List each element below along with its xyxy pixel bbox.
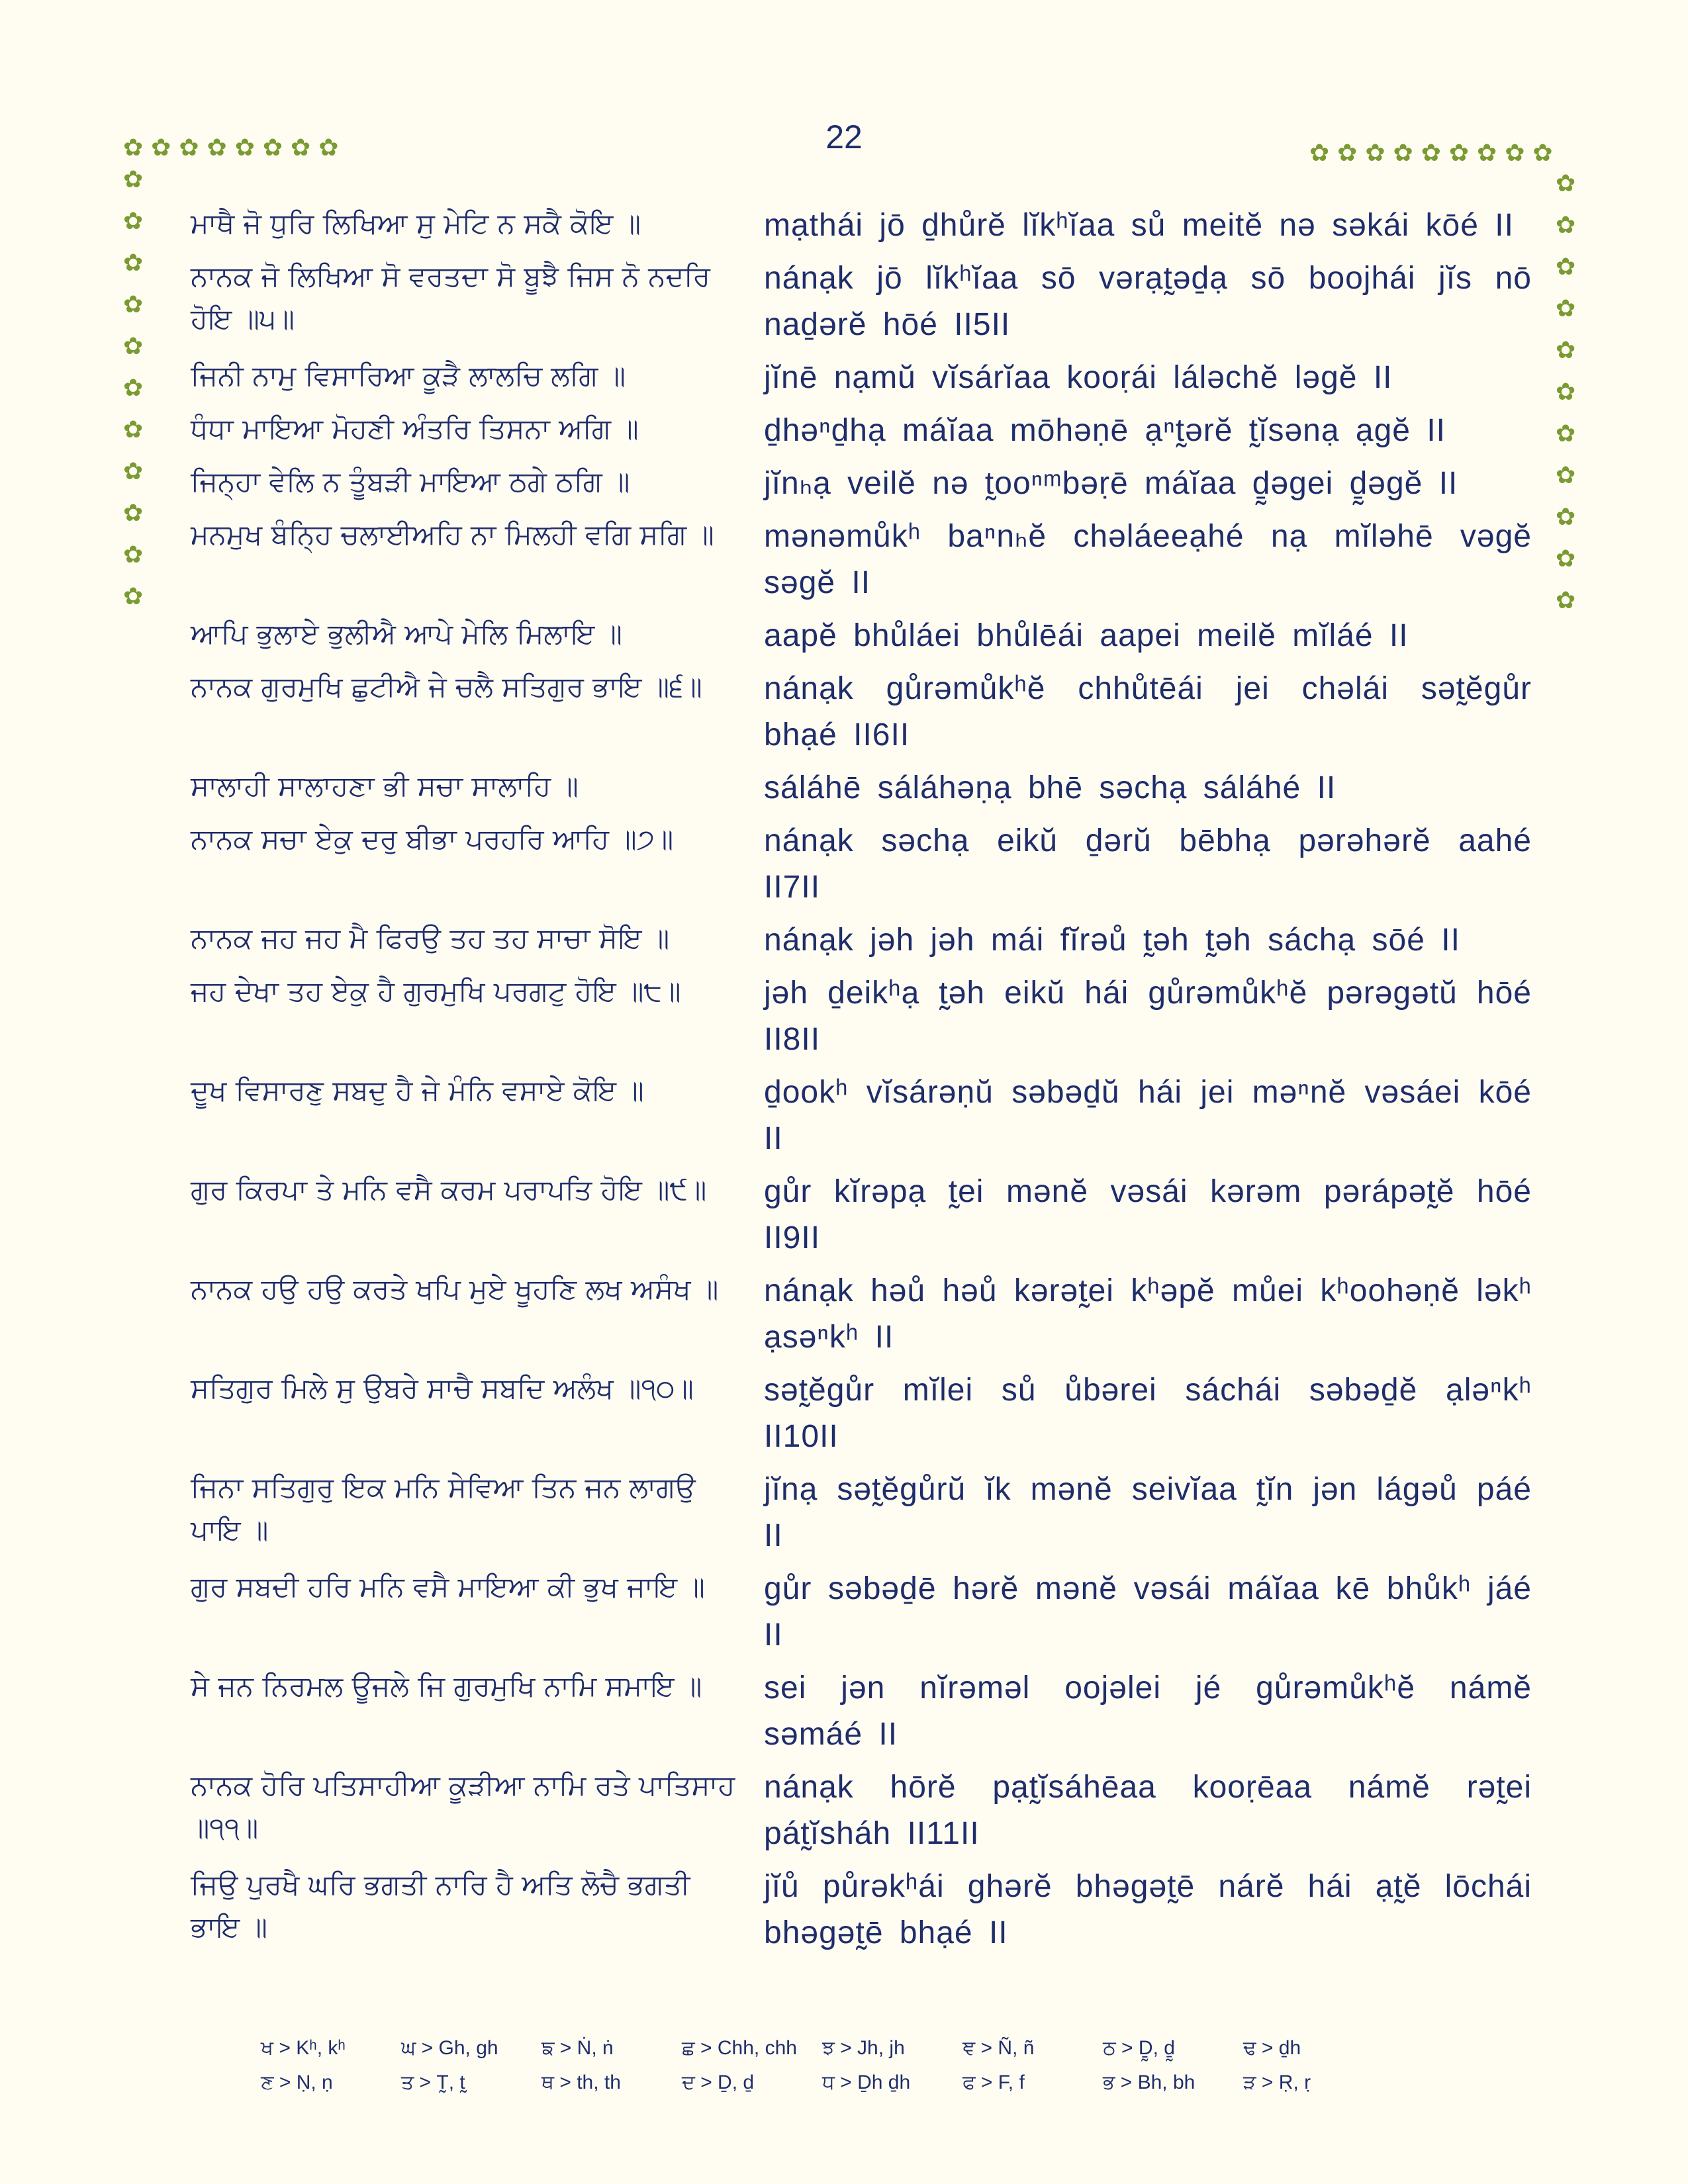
transliteration-text: sət̰ĕgůr mĭlei sů ůbərei sáchái səbəḏĕ ạləⁿkʰ II10II xyxy=(764,1373,1532,1454)
gurmukhi-text: ਗੁਰ ਕਿਰਪਾ ਤੇ ਮਨਿ ਵਸੈ ਕਰਮ ਪਰਾਪਤਿ ਹੋਇ ॥੯॥ xyxy=(191,1173,707,1206)
verse-list xyxy=(191,203,1534,1963)
flower-ornament-icon: ✿ xyxy=(262,134,283,161)
verse-row xyxy=(191,255,1534,348)
transliteration-text: sei jən nĭrəməl oojəlei jé gůrəmůkʰĕ námĕ səmáé II xyxy=(764,1670,1532,1752)
flower-ornament-icon: ✿ xyxy=(1505,140,1525,167)
verse-row xyxy=(191,1268,1534,1361)
verse-row xyxy=(191,1367,1534,1460)
legend-row xyxy=(261,2037,1452,2071)
flower-ornament-icon: ✿ xyxy=(123,208,144,235)
legend-item: ਛ > Chh, chh xyxy=(682,2037,797,2059)
transliteration-text: nánạk gůrəmůkʰĕ chhůtēái jei chəlái sət̰ĕgůr bhạé II6II xyxy=(764,671,1532,752)
transliteration-text: gůr səbəḏē hərĕ mənĕ vəsái máĭaa kē bhůkʰ jáé II xyxy=(764,1571,1532,1653)
verse-row xyxy=(191,765,1534,811)
flower-ornament-icon: ✿ xyxy=(123,541,144,569)
border-left-ornaments xyxy=(123,168,143,627)
legend-item: ਢ > ḏh xyxy=(1243,2037,1301,2059)
flower-ornament-icon: ✿ xyxy=(1421,140,1441,167)
page-number: 22 xyxy=(825,118,863,156)
gurmukhi-text: ਸਾਲਾਹੀ ਸਾਲਾਹਣਾ ਭੀ ਸਚਾ ਸਾਲਾਹਿ ॥ xyxy=(191,770,579,802)
legend-item: ਦ > Ḏ, ḏ xyxy=(682,2071,755,2093)
transliteration-text: mənəmůkʰ baⁿnₕĕ chəláeeạhé nạ mĭləhē vəgĕ səgĕ II xyxy=(764,519,1532,600)
gurmukhi-text: ਆਪਿ ਭੁਲਾਏ ਭੁਲੀਐ ਆਪੇ ਮੇਲਿ ਮਿਲਾਇ ॥ xyxy=(191,617,622,650)
legend-item: ਝ > Jh, jh xyxy=(822,2037,905,2059)
verse-row xyxy=(191,613,1534,659)
verse-row xyxy=(191,1665,1534,1758)
flower-ornament-icon: ✿ xyxy=(1556,504,1576,531)
flower-ornament-icon: ✿ xyxy=(123,166,144,193)
verse-row xyxy=(191,203,1534,249)
verse-row xyxy=(191,1764,1534,1857)
gurmukhi-text: ਨਾਨਕ ਜਹ ਜਹ ਮੈ ਫਿਰਉ ਤਹ ਤਹ ਸਾਚਾ ਸੋਇ ॥ xyxy=(191,922,670,954)
flower-ornament-icon: ✿ xyxy=(179,134,199,161)
gurmukhi-text: ਸਤਿਗੁਰ ਮਿਲੇ ਸੁ ਉਬਰੇ ਸਾਚੈ ਸਬਦਿ ਅਲੰਖ ॥੧੦॥ xyxy=(191,1372,694,1404)
legend-item: ਭ > Bh, bh xyxy=(1103,2071,1196,2093)
flower-ornament-icon: ✿ xyxy=(1556,337,1576,364)
verse-row xyxy=(191,514,1534,606)
transliteration-text: jĭnē nạmŭ vĭsárĭaa kooṛái láləchĕ ləgĕ II xyxy=(764,360,1393,395)
legend-item: ਘ > Gh, gh xyxy=(401,2037,498,2059)
gurmukhi-text: ਜਿਨੀ ਨਾਮੁ ਵਿਸਾਰਿਆ ਕੂੜੈ ਲਾਲਚਿ ਲਗਿ ॥ xyxy=(191,359,626,392)
border-top-right-ornaments xyxy=(1309,142,1561,165)
flower-ornament-icon: ✿ xyxy=(123,333,144,360)
flower-ornament-icon: ✿ xyxy=(1556,212,1576,239)
flower-ornament-icon: ✿ xyxy=(1309,140,1330,167)
verse-row xyxy=(191,461,1534,507)
transliteration-text: jəh ḏeikʰạ t̰əh eikŭ hái gůrəmůkʰĕ pərəgətŭ hōé II8II xyxy=(764,976,1532,1057)
flower-ornament-icon: ✿ xyxy=(1556,379,1576,406)
flower-ornament-icon: ✿ xyxy=(1448,140,1470,167)
flower-ornament-icon: ✿ xyxy=(1556,253,1576,281)
legend-item: ਤ > T̰, t̰ xyxy=(401,2071,465,2093)
transliteration-text: nánạk həů həů kərət̰ei kʰəpĕ můei kʰoohəṇĕ ləkʰ ạsəⁿkʰ II xyxy=(764,1273,1532,1355)
flower-ornament-icon: ✿ xyxy=(123,583,144,610)
flower-ornament-icon: ✿ xyxy=(151,134,171,161)
flower-ornament-icon: ✿ xyxy=(1556,462,1576,489)
transliteration-text: aapĕ bhůláei bhůlēái aapei meilĕ mĭláé II xyxy=(764,618,1409,653)
transliteration-text: jĭnạ sət̰ĕgůrŭ ĭk mənĕ seivĭaa t̰ĭn jən lágəů páé II xyxy=(764,1472,1532,1553)
legend-item: ੜ > Ṛ, ṛ xyxy=(1243,2071,1311,2093)
border-right-ornaments xyxy=(1556,172,1575,631)
flower-ornament-icon: ✿ xyxy=(1556,420,1576,447)
flower-ornament-icon: ✿ xyxy=(123,291,144,318)
gurmukhi-text: ਨਾਨਕ ਹਉ ਹਉ ਕਰਤੇ ਖਪਿ ਮੁਏ ਖੂਹਣਿ ਲਖ ਅਸੰਖ ॥ xyxy=(191,1273,719,1305)
transliteration-text: nánạk jəh jəh mái fĭrəů t̰əh t̰əh sáchạ sōé II xyxy=(764,923,1460,958)
legend-item: ਖ > Kʰ, kʰ xyxy=(261,2037,346,2059)
gurmukhi-text: ਨਾਨਕ ਸਚਾ ਏਕੁ ਦਰੁ ਬੀਭਾ ਪਰਹਰਿ ਆਹਿ ॥੭॥ xyxy=(191,823,674,855)
gurmukhi-text: ਜਿਉ ਪੁਰਖੈ ਘਰਿ ਭਗਤੀ ਨਾਰਿ ਹੈ ਅਤਿ ਲੋਚੈ ਭਗਤੀ ਭਾਇ ॥ xyxy=(191,1868,690,1943)
gurmukhi-text: ਜਿਨਾ ਸਤਿਗੁਰੁ ਇਕ ਮਨਿ ਸੇਵਿਆ ਤਿਨ ਜਨ ਲਾਗਉ ਪਾਇ ॥ xyxy=(191,1471,696,1546)
transliteration-text: jĭů půrəkʰái ghərĕ bhəgət̰ē nárĕ hái ạt̰ĕ lōchái bhəgət̰ē bhạé II xyxy=(764,1869,1532,1950)
transliteration-text: gůr kĭrəpạ t̰ei mənĕ vəsái kərəm pərápət̰ĕ hōé II9II xyxy=(764,1174,1532,1255)
gurmukhi-text: ਨਾਨਕ ਜੋ ਲਿਖਿਆ ਸੋ ਵਰਤਦਾ ਸੋ ਬੂਝੈ ਜਿਸ ਨੋ ਨਦਰਿ ਹੋਇ ॥੫॥ xyxy=(191,260,710,335)
gurmukhi-text: ਮਨਮੁਖ ਬੰਨ੍ਹਿ ਚਲਾਈਅਹਿ ਨਾ ਮਿਲਹੀ ਵਗਿ ਸਗਿ ॥ xyxy=(191,518,714,551)
legend-item: ਠ > Ḏ̰, ḏ̰ xyxy=(1103,2037,1175,2059)
transliteration-text: ḏhəⁿḏhạ máĭaa mōhəṇē ạⁿt̰ərĕ t̰ĭsənạ ạgĕ II xyxy=(764,413,1446,448)
flower-ornament-icon: ✿ xyxy=(123,134,144,161)
legend-item: ਫ > F, f xyxy=(962,2071,1025,2093)
gurmukhi-text: ਮਾਥੈ ਜੋ ਧੁਰਿ ਲਿਖਿਆ ਸੁ ਮੇਟਿ ਨ ਸਕੈ ਕੋਇ ॥ xyxy=(191,207,641,240)
flower-ornament-icon: ✿ xyxy=(1393,140,1413,167)
flower-ornament-icon: ✿ xyxy=(318,134,339,161)
flower-ornament-icon: ✿ xyxy=(1556,170,1576,197)
legend-item: ਞ > Ñ, ñ xyxy=(962,2037,1035,2059)
flower-ornament-icon: ✿ xyxy=(1556,587,1576,614)
verse-row xyxy=(191,1467,1534,1559)
flower-ornament-icon: ✿ xyxy=(1365,140,1385,167)
verse-row xyxy=(191,408,1534,454)
gurmukhi-text: ਜਿਨ੍ਹਾ ਵੇਲਿ ਨ ਤੂੰਬੜੀ ਮਾਇਆ ਠਗੇ ਠਗਿ ॥ xyxy=(191,465,630,498)
gurmukhi-text: ਨਾਨਕ ਗੁਰਮੁਖਿ ਛੁਟੀਐ ਜੇ ਚਲੈ ਸਤਿਗੁਰ ਭਾਇ ॥੬॥ xyxy=(191,670,702,703)
flower-ornament-icon: ✿ xyxy=(123,375,144,402)
flower-ornament-icon: ✿ xyxy=(1556,545,1576,572)
flower-ornament-icon: ✿ xyxy=(234,134,255,161)
border-top-left-ornaments xyxy=(123,136,346,160)
transliteration-text: ḏookʰ vĭsárəṇŭ səbəḏŭ hái jei məⁿnĕ vəsáei kōé II xyxy=(764,1075,1532,1156)
gurmukhi-text: ਧੰਧਾ ਮਾਇਆ ਮੋਹਣੀ ਅੰਤਰਿ ਤਿਸਨਾ ਅਗਿ ॥ xyxy=(191,412,639,445)
verse-row xyxy=(191,355,1534,401)
verse-row xyxy=(191,1169,1534,1261)
flower-ornament-icon: ✿ xyxy=(1337,140,1358,167)
flower-ornament-icon: ✿ xyxy=(123,500,144,527)
verse-row xyxy=(191,818,1534,911)
transliteration-text: nánạk səchạ eikŭ ḏərŭ bēbhạ pərəhərĕ aahé II7II xyxy=(764,823,1532,905)
verse-row xyxy=(191,1566,1534,1659)
legend-item: ਣ > Ṇ, ṇ xyxy=(261,2071,333,2093)
flower-ornament-icon: ✿ xyxy=(123,416,144,443)
transliteration-text: nánạk jō lĭkʰĭaa sō vərạt̰əḏạ sō boojhái jĭs nō naḏərĕ hōé II5II xyxy=(764,261,1532,342)
transliteration-legend xyxy=(261,2037,1452,2106)
legend-item: ਧ > Ḏh ḏh xyxy=(822,2071,911,2093)
gurmukhi-text: ਸੇ ਜਨ ਨਿਰਮਲ ਊਜਲੇ ਜਿ ਗੁਰਮੁਖਿ ਨਾਮਿ ਸਮਾਇ ॥ xyxy=(191,1670,702,1702)
legend-item: ਥ > th, th xyxy=(541,2071,621,2093)
flower-ornament-icon: ✿ xyxy=(1532,140,1553,167)
legend-row xyxy=(261,2071,1452,2106)
legend-item: ਙ > Ṅ, ṅ xyxy=(541,2037,614,2059)
verse-row xyxy=(191,666,1534,758)
transliteration-text: sáláhē sáláhəṇạ bhē səchạ sáláhé II xyxy=(764,770,1336,805)
flower-ornament-icon: ✿ xyxy=(123,458,144,485)
transliteration-text: jĭnₕạ veilĕ nə t̰ooⁿᵐbəṛē máĭaa ḏ̰əgei ḏ̰əgĕ II xyxy=(764,466,1458,501)
gurmukhi-text: ਨਾਨਕ ਹੋਰਿ ਪਤਿਸਾਹੀਆ ਕੂੜੀਆ ਨਾਮਿ ਰਤੇ ਪਾਤਿਸਾਹ ॥੧੧॥ xyxy=(191,1769,735,1844)
gurmukhi-text: ਦੂਖ ਵਿਸਾਰਣੁ ਸਬਦੁ ਹੈ ਜੇ ਮੰਨਿ ਵਸਾਏ ਕੋਇ ॥ xyxy=(191,1074,644,1107)
verse-row xyxy=(191,970,1534,1063)
flower-ornament-icon: ✿ xyxy=(123,250,144,277)
verse-row xyxy=(191,917,1534,964)
flower-ornament-icon: ✿ xyxy=(1477,140,1497,167)
flower-ornament-icon: ✿ xyxy=(291,134,311,161)
transliteration-text: mạthái jō ḏhůrĕ lĭkʰĭaa sů meitĕ nə səkái kōé II xyxy=(764,208,1514,243)
verse-row xyxy=(191,1864,1534,1956)
gurmukhi-text: ਜਹ ਦੇਖਾ ਤਹ ਏਕੁ ਹੈ ਗੁਰਮੁਖਿ ਪਰਗਟੁ ਹੋਇ ॥੮॥ xyxy=(191,975,681,1007)
transliteration-text: nánạk hōrĕ pạt̰ĭsáhēaa kooṛēaa námĕ rət̰ei pát̰ĭsháh II11II xyxy=(764,1770,1532,1851)
flower-ornament-icon: ✿ xyxy=(207,134,227,161)
verse-row xyxy=(191,1069,1534,1162)
gurmukhi-text: ਗੁਰ ਸਬਦੀ ਹਰਿ ਮਨਿ ਵਸੈ ਮਾਇਆ ਕੀ ਭੁਖ ਜਾਇ ॥ xyxy=(191,1570,705,1603)
flower-ornament-icon: ✿ xyxy=(1556,295,1576,322)
